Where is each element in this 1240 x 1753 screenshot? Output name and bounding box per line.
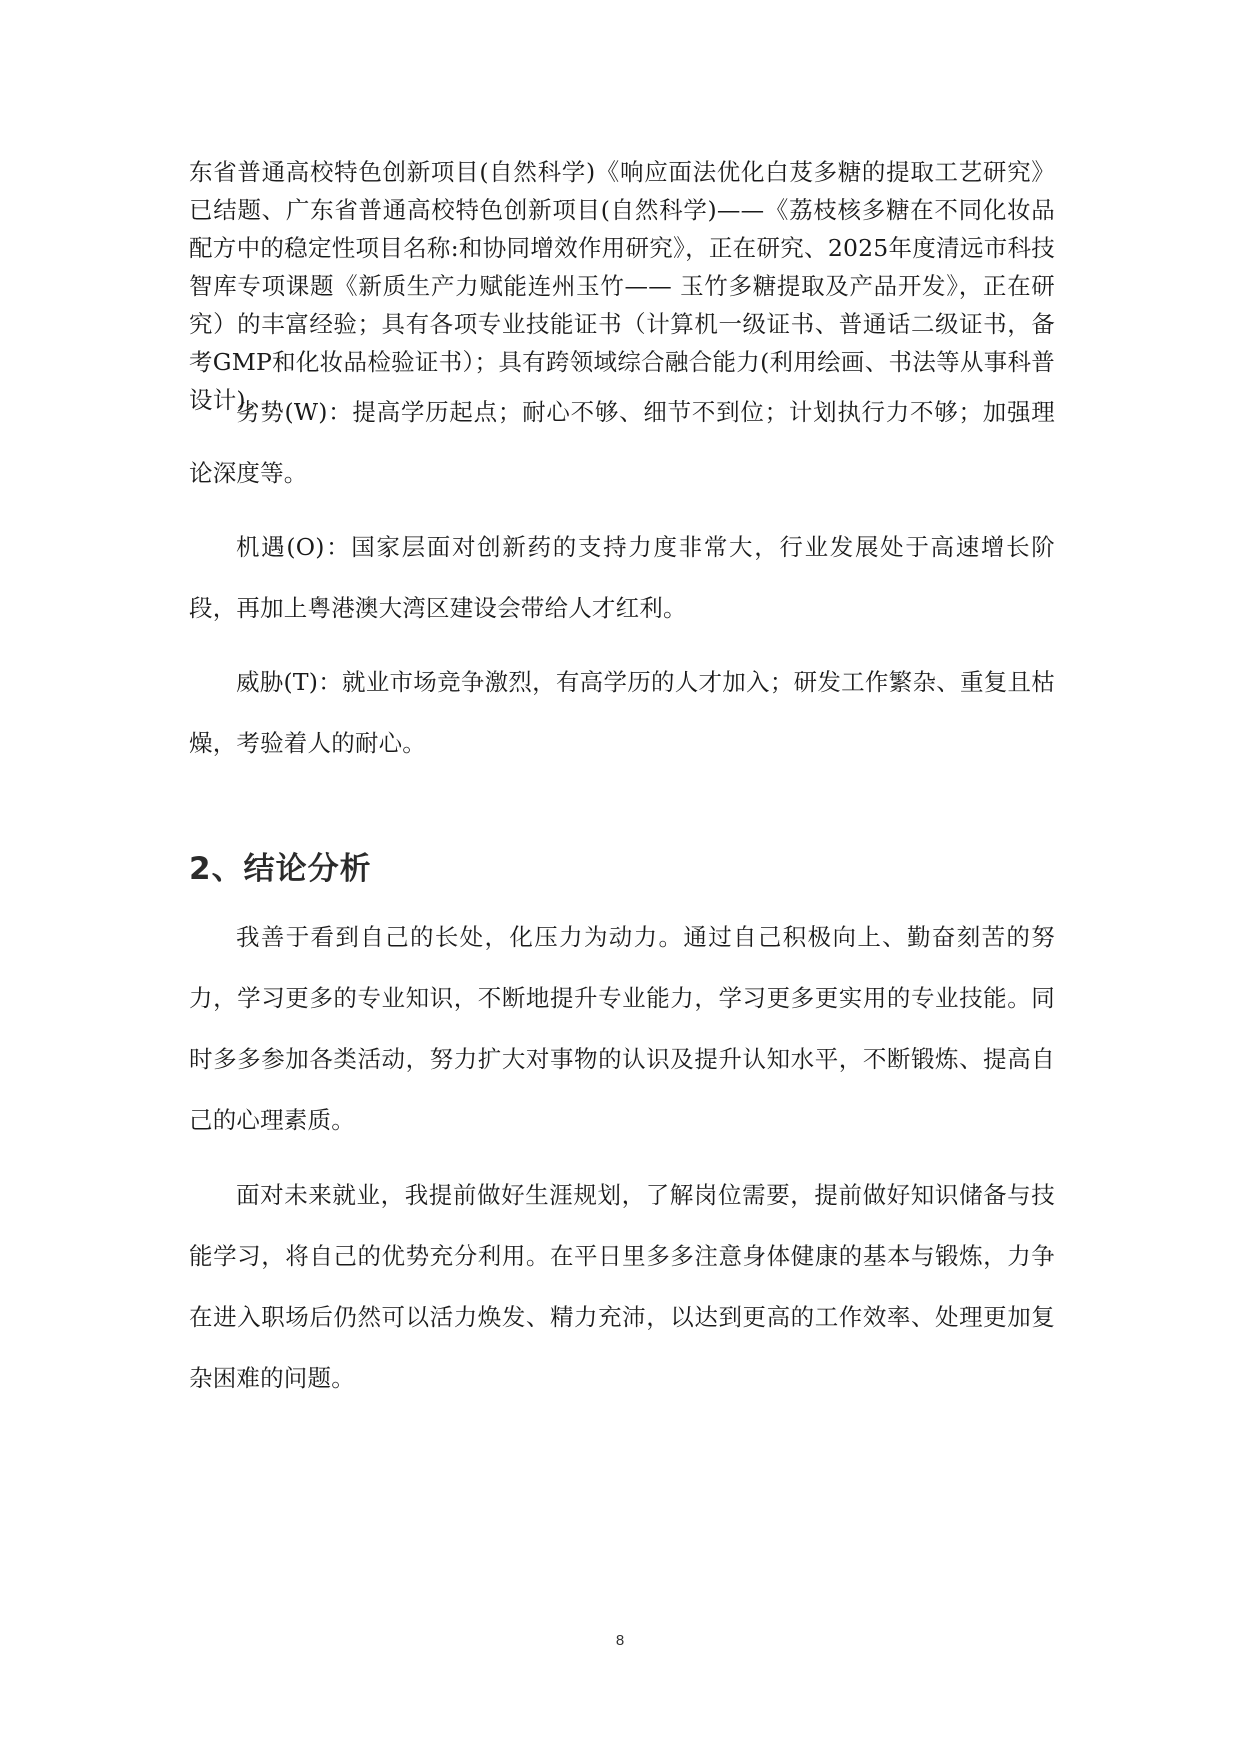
paragraph-weakness: 劣势(W)：提高学历起点；耐心不够、细节不到位；计划执行力不够；加强理论深度等。 bbox=[189, 398, 1055, 487]
page-number: 8 bbox=[615, 1632, 625, 1649]
paragraph-opportunity: 机遇(O)：国家层面对创新药的支持力度非常大，行业发展处于高速增长阶段，再加上粤港澳大湾区建设会带给人才红利。 bbox=[189, 533, 1055, 622]
paragraph-conclusion-2: 面对未来就业，我提前做好生涯规划，了解岗位需要，提前做好知识储备与技能学习，将自己的优势充分利用。在平日里多多注意身体健康的基本与锻炼，力争在进入职场后仍然可以活力焕发、精力充沛，以达到更高的工作效率、处理更加复杂困难的问题。 bbox=[189, 1181, 1055, 1392]
section-heading: 2、结论分析 bbox=[189, 851, 372, 887]
paragraph-threat: 威胁(T)：就业市场竞争激烈，有高学历的人才加入；研发工作繁杂、重复且枯燥，考验着人的耐心。 bbox=[189, 668, 1055, 757]
paragraph-strengths-continued: 东省普通高校特色创新项目(自然科学)《响应面法优化白芨多糖的提取工艺研究》已结题、广东省普通高校特色创新项目(自然科学)——《荔枝核多糖在不同化妆品配方中的稳定性项目名称:和协同增效作用研究》，正在研究、2025年度清远市科技智库专项课题《新质生产力赋能连州玉竹—— 玉竹多糖提取及产品开发》，正在研究）的丰富经验；具有各项专业技能证书（计算机一级证书、普通话二级证书，备考GMP和化妆品检验证书）；具有跨领域综合融合能力(利用绘画、书法等从事科普设计)。 bbox=[189, 158, 1055, 414]
paragraph-conclusion-1: 我善于看到自己的长处，化压力为动力。通过自己积极向上、勤奋刻苦的努力，学习更多的专业知识，不断地提升专业能力，学习更多更实用的专业技能。同时多多参加各类活动，努力扩大对事物的认识及提升认知水平，不断锻炼、提高自己的心理素质。 bbox=[189, 923, 1055, 1134]
